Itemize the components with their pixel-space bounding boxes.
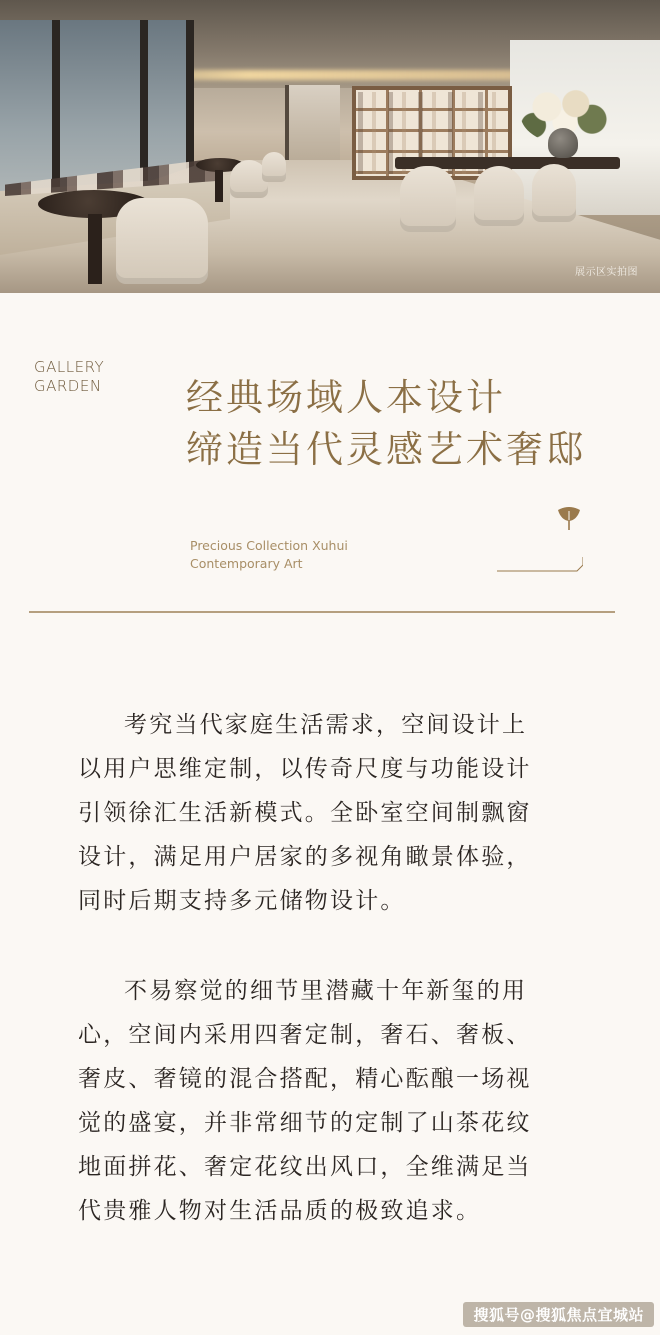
brand-line: GARDEN <box>34 377 102 395</box>
dining-chair <box>532 164 576 222</box>
text-line: 奢皮、奢镜的混合搭配，精心酝酿一场视 <box>78 1066 532 1092</box>
armchair <box>116 198 208 284</box>
subtitle-line: Contemporary Art <box>190 556 303 571</box>
text-line: 地面拼花、奢定花纹出风口，全维满足当 <box>78 1154 532 1180</box>
text-line: 设计，满足用户居家的多视角瞰景体验， <box>78 844 532 870</box>
title-line: 经典场域人本设计 <box>186 376 506 419</box>
ginkgo-leaf-icon <box>556 505 582 531</box>
armchair <box>262 152 286 182</box>
page-title <box>186 372 646 476</box>
text-line: 引领徐汇生活新模式。全卧室空间制飘窗 <box>78 800 532 826</box>
watermark: 搜狐号@搜狐焦点宜城站 <box>463 1302 654 1327</box>
body-paragraph <box>78 703 608 923</box>
dining-chair <box>400 166 456 232</box>
dining-chair <box>474 166 524 226</box>
table-leg <box>88 214 102 284</box>
text-line: 考究当代家庭生活需求，空间设计上 <box>124 712 528 738</box>
hero-photo <box>0 0 660 293</box>
text-line: 以用户思维定制，以传奇尺度与功能设计 <box>78 756 532 782</box>
subtitle-line: Precious Collection Xuhui <box>190 538 348 553</box>
vase <box>548 128 578 158</box>
brand-label <box>34 358 154 396</box>
photo-caption: 展示区实拍图 <box>575 267 638 278</box>
text-line: 代贵雅人物对生活品质的极致追求。 <box>78 1198 482 1224</box>
table-leg <box>215 170 223 202</box>
text-line: 同时后期支持多元储物设计。 <box>78 888 406 914</box>
text-line: 觉的盛宴，并非常细节的定制了山茶花纹 <box>78 1110 532 1136</box>
decorative-line <box>497 557 583 573</box>
brand-line: GALLERY <box>34 358 105 376</box>
corridor <box>285 85 340 165</box>
english-subtitle <box>190 537 390 573</box>
text-line: 不易察觉的细节里潜藏十年新玺的用 <box>124 978 528 1004</box>
body-paragraph <box>78 969 608 1233</box>
text-line: 心，空间内采用四奢定制，奢石、奢板、 <box>78 1022 532 1048</box>
section-divider <box>29 611 615 613</box>
title-line: 缔造当代灵感艺术奢邸 <box>186 428 586 471</box>
